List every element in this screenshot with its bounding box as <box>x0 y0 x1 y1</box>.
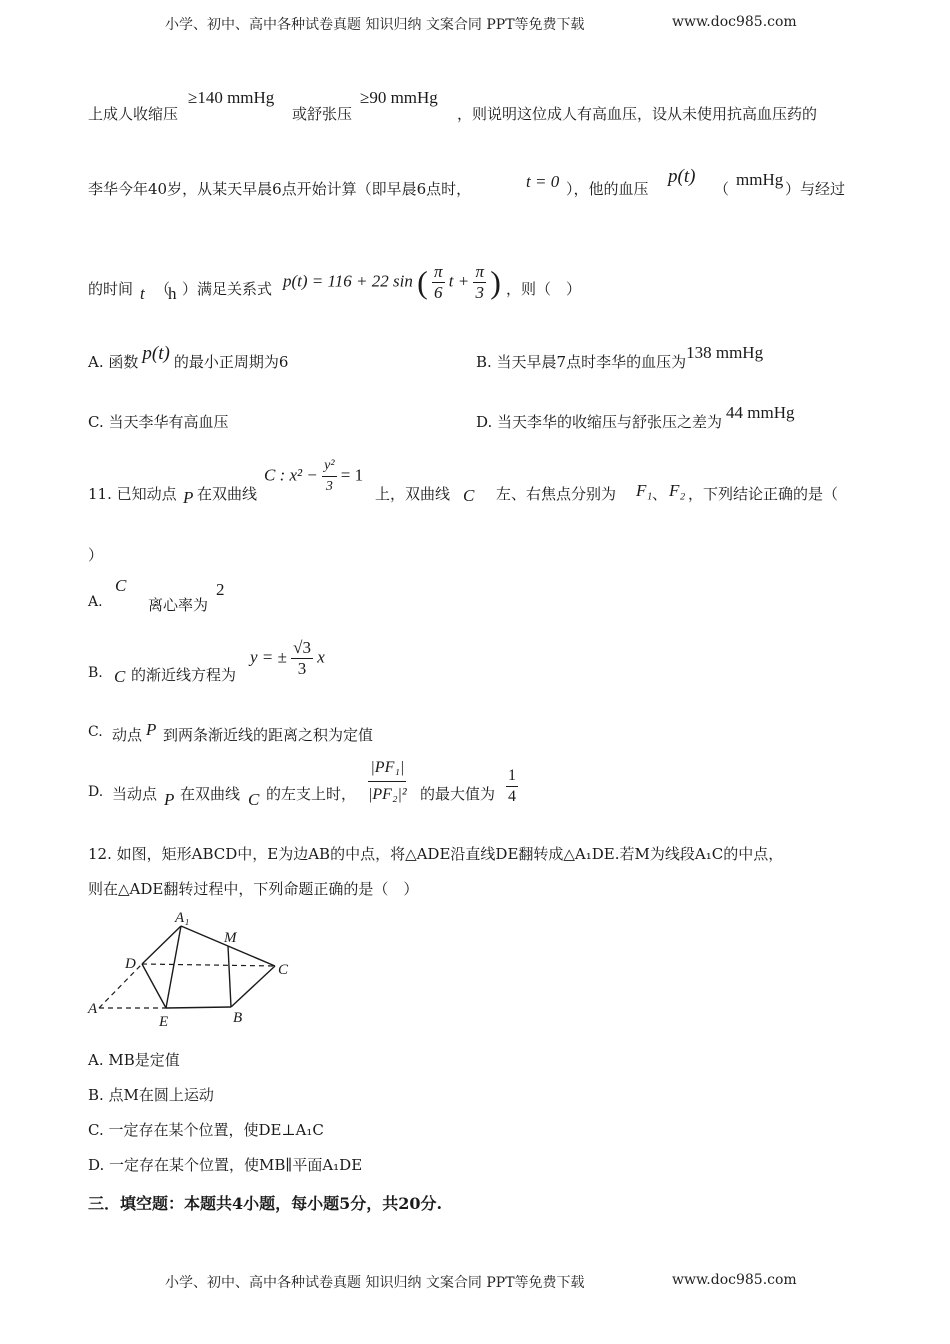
edge-D-C-dashed <box>142 964 275 966</box>
q10-line3-d: ，则（ ） <box>506 280 582 298</box>
q11-option-c-P: P <box>146 720 157 739</box>
q10-line1-diastolic: ≥90 mmHg <box>360 88 438 107</box>
label-B: B <box>233 1010 243 1026</box>
q12-line2: 则在△ADE翻转过程中，下列命题正确的是（ ） <box>88 880 419 898</box>
q11-option-d-label: D. <box>88 784 104 800</box>
edge-B-C <box>231 966 275 1007</box>
header-left: 小学、初中、高中各种试卷真题 知识归纳 文案合同 PPT等免费下载 <box>165 17 585 33</box>
q11-option-d-quarter: $\frac{1}{4}$ <box>508 767 516 805</box>
q11-option-b-label: B. <box>88 665 103 681</box>
label-C: C <box>278 962 289 978</box>
q12-option-c: C. 一定存在某个位置，使DE⊥A₁C <box>88 1121 324 1139</box>
q10-line1-b: 或舒张压 <box>292 105 353 123</box>
q12-option-d: D. 一定存在某个位置，使MB∥平面A₁DE <box>88 1156 363 1174</box>
q12-line1: 12. 如图，矩形ABCD中，E为边AB的中点，将△ADE沿直线DE翻转成△A₁DE.若M为线段A₁C的中点， <box>88 845 784 863</box>
q10-line3-h: h <box>168 284 177 303</box>
q11-option-b-C: C <box>114 667 126 686</box>
label-A1: A₁ <box>175 910 190 926</box>
q11-stem-b: 在双曲线 <box>197 485 258 503</box>
q11-option-d-text-d: 的最大值为 <box>420 785 496 803</box>
q11-option-d-ratio: $\frac{\text{|PF₁|}}{\text{|PF₂|²}}$ <box>366 755 409 808</box>
q10-frac-pi3: $\frac{\pi}{3}$ <box>475 262 484 302</box>
q10-line3-c: ）满足关系式 <box>182 280 273 298</box>
q11-option-d-C: C <box>248 790 260 809</box>
q11-P: P <box>183 488 194 507</box>
q10-formula-t: t + <box>448 271 470 291</box>
header-url[interactable]: www.doc985.com <box>672 14 797 30</box>
edge-D-E <box>142 964 166 1008</box>
q10-frac-pi6: $\frac{\pi}{6}$ <box>433 262 443 302</box>
label-E: E <box>159 1014 169 1030</box>
q11-close: ） <box>88 546 104 564</box>
label-D: D <box>125 956 136 972</box>
q11-option-a-val: 2 <box>216 580 225 599</box>
q11-option-d-text-b: 在双曲线 <box>180 785 241 803</box>
section-3-title: 三．填空题：本题共4小题，每小题5分，共20分. <box>88 1194 443 1213</box>
q11-stem-a: 11. 已知动点 <box>88 485 177 503</box>
q10-formula <box>283 262 501 303</box>
q11-option-d-P: P <box>164 790 175 809</box>
q11-option-b-text: 的渐近线方程为 <box>131 666 237 684</box>
q11-F2: F₂ <box>669 481 686 500</box>
footer-left: 小学、初中、高中各种试卷真题 知识归纳 文案合同 PPT等免费下载 <box>165 1275 585 1291</box>
q11-C: C <box>463 486 475 505</box>
q10-option-b: B. 当天早晨7点时李华的血压为138 mmHg <box>476 343 764 371</box>
footer-url[interactable]: www.doc985.com <box>672 1272 797 1288</box>
q11-stem-e: ，下列结论正确的是（ <box>688 485 839 503</box>
q10-line2-pt: p(t) <box>668 166 696 187</box>
q11-option-b-eq: y = ± $\frac{√3}{3}$ x <box>250 638 325 678</box>
q11-stem-d: 左、右焦点分别为 <box>496 485 617 503</box>
q10-line2-t0: t = 0 <box>526 172 560 191</box>
q11-option-c-label: C. <box>88 724 103 740</box>
q10-line3-b: （ <box>155 280 171 298</box>
q11-option-d-text-c: 的左支上时， <box>266 785 357 803</box>
q10-option-c: C. 当天李华有高血压 <box>88 413 229 431</box>
q10-line2-unit: mmHg <box>736 170 784 189</box>
edge-E-B <box>166 1007 231 1008</box>
q10-line3-a: 的时间 <box>88 280 134 298</box>
q11-option-a-text: 离心率为 <box>148 596 209 614</box>
edge-M-B <box>228 946 231 1007</box>
q11-stem-c: 上，双曲线 <box>375 485 451 503</box>
q11-option-a-label: A. <box>88 594 103 610</box>
paren-right: ) <box>490 264 501 300</box>
q10-line2-a: 李华今年40岁，从某天早晨6点开始计算（即早晨6点时， <box>88 180 472 198</box>
q11-option-d-text-a: 当动点 <box>112 785 158 803</box>
q10-line2-d: ）与经过 <box>785 180 846 198</box>
paren-left: ( <box>417 264 428 300</box>
q12-option-b: B. 点M在圆上运动 <box>88 1086 214 1104</box>
q11-hyperbola-eq: C : x² − $\frac{\text{y²}}{3}$ = 1 <box>264 458 364 494</box>
q11-option-c-text-a: 动点 <box>112 726 143 744</box>
q10-option-d: D. 当天李华的收缩压与舒张压之差为 44 mmHg <box>476 403 795 431</box>
q10-formula-head: p(t) = 116 + 22 sin <box>283 271 413 291</box>
q11-sep: 、 <box>652 485 668 503</box>
q11-F1: F₁ <box>636 481 653 500</box>
q10-line1-a: 上成人收缩压 <box>88 105 179 123</box>
q10-line2-c: （ <box>714 180 730 198</box>
q12-option-a: A. MB是定值 <box>88 1051 180 1069</box>
q10-line1-c: ，则说明这位成人有高血压，设从未使用抗高血压药的 <box>457 105 818 123</box>
q11-option-a-C: C <box>115 576 127 595</box>
label-M: M <box>224 930 237 946</box>
q10-line1-systolic: ≥140 mmHg <box>188 88 275 107</box>
label-A: A <box>88 1001 98 1017</box>
q12-figure <box>85 906 300 1034</box>
q11-option-c-text-b: 到两条渐近线的距离之积为定值 <box>163 726 374 744</box>
q10-line3-t: t <box>140 284 145 303</box>
q10-option-a: A. 函数 p(t) 的最小正周期为6 <box>88 343 289 371</box>
q10-line2-b: ），他的血压 <box>566 180 649 198</box>
